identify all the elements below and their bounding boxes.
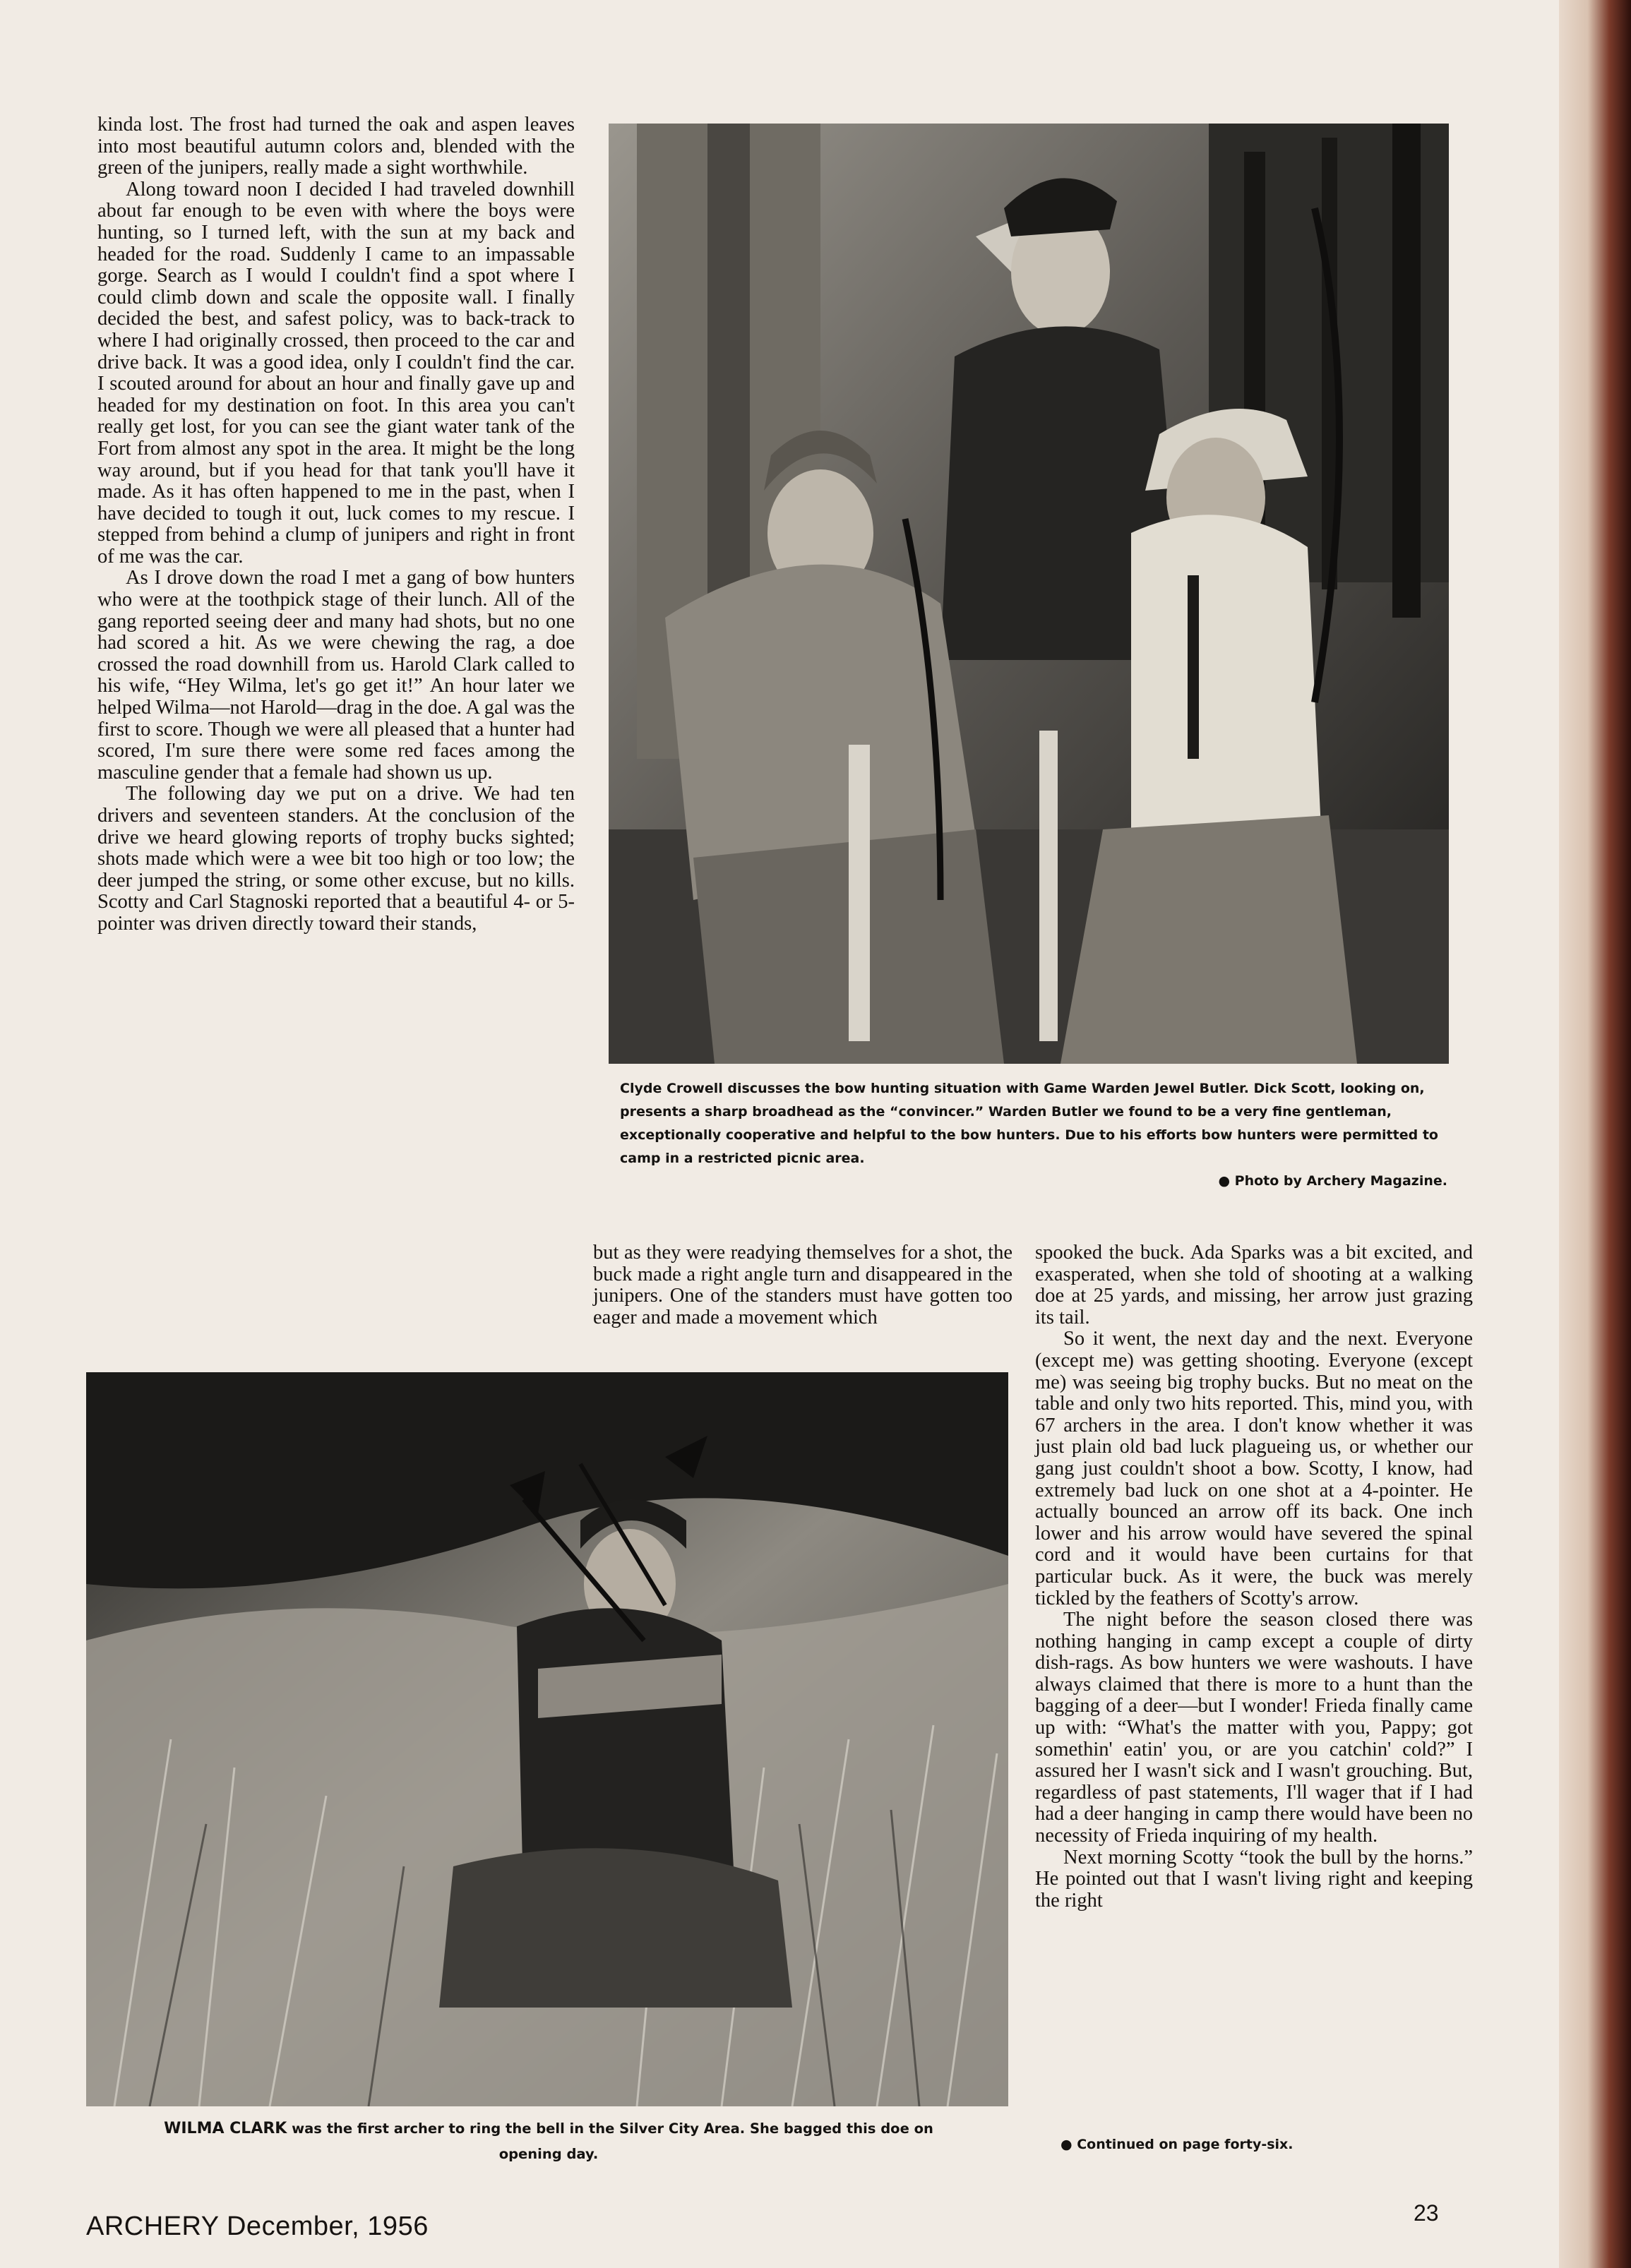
- facing-page-edge: [1559, 0, 1631, 2268]
- paragraph: So it went, the next day and the next. Everyone (except me) was getting shooting. Everyone (except me) was seeing big trophy bucks. But no meat on the table and only two hits reported. This, mind you, with 67 archers in the area. I don't know whether it was just plain old bad luck plagueing us, or whether our gang just couldn't shoot a bow. Scotty, I know, had extremely bad luck on one shot at a 4-pointer. He actually bounced an arrow off its back. One inch lower and his arrow would have severed the spinal cord and it would have been curtains for that particular buck. As it were, the buck was merely tickled by the feathers of Scotty's arrow.: [1035, 1328, 1473, 1609]
- photo-credit: ● Photo by Archery Magazine.: [1218, 1173, 1447, 1189]
- article-column-middle: [593, 1242, 1012, 1328]
- paragraph: spooked the buck. Ada Sparks was a bit excited, and exasperated, when she told of shooting at a walking doe at 25 yards, and missing, her arrow just grazing its tail.: [1035, 1242, 1473, 1328]
- page-number: 23: [1414, 2200, 1439, 2226]
- paragraph: The night before the season closed there was nothing hanging in camp except a couple of dirty dish-rags. As bow hunters we were washouts. I have always claimed that there is more to a hunt than the bagging of a deer—but I wonder! Frieda finally came up with: “What's the matter with you, Pappy; got somethin' eatin' you, or are you catchin' cold?” I assured her I wasn't sick and I wasn't grouching. But, regardless of past statements, I'll wager that if I had had a deer hanging in camp there would have been no necessity of Frieda inquiring of my health.: [1035, 1609, 1473, 1847]
- article-column-right: [1035, 1242, 1473, 1912]
- caption-name: WILMA CLARK: [164, 2120, 287, 2137]
- photo-three-men-illustration: [609, 124, 1449, 1064]
- paragraph: but as they were readying themselves for a shot, the buck made a right angle turn and disappeared in the junipers. One of the standers must have gotten too eager and made a movement which: [593, 1242, 1012, 1328]
- photo-archer-in-grass-illustration: [86, 1372, 1008, 2106]
- continued-note: ● Continued on page forty-six.: [1061, 2137, 1294, 2152]
- caption-text: was the first archer to ring the bell in the Silver City Area. She bagged this doe on opening day.: [287, 2120, 933, 2162]
- paragraph: The following day we put on a drive. We had ten drivers and seventeen standers. At the conclusion of the drive we heard glowing reports of trophy bucks sighted; shots made which were a wee bit too high or too low; the deer jumped the string, or some other excuse, but no kills. Scotty and Carl Stagnoski reported that a beautiful 4- or 5-pointer was driven directly toward their stands,: [97, 783, 575, 935]
- article-column-left: [97, 114, 575, 935]
- photo-caption-bottom: [164, 2116, 933, 2167]
- paragraph: As I drove down the road I met a gang of bow hunters who were at the toothpick stage of their lunch. All of the gang reported seeing deer and many had shots, but no one had scored a hit. As we were chewing the rag, a doe crossed the road downhill from us. Harold Clark called to his wife, “Hey Wilma, let's go get it!” An hour later we helped Wilma—not Harold—drag in the doe. A gal was the first to score. Though we were all pleased that a hunter had scored, I'm sure there were some red faces among the masculine gender that a female had shown us up.: [97, 567, 575, 784]
- photo-wilma-clark-archer: [86, 1372, 1008, 2106]
- paragraph: kinda lost. The frost had turned the oak and aspen leaves into most beautiful autumn colors and, blended with the green of the junipers, really made a sight worthwhile.: [97, 114, 575, 179]
- paragraph: Next morning Scotty “took the bull by the horns.” He pointed out that I wasn't living right and keeping the right: [1035, 1846, 1473, 1912]
- magazine-footer: ARCHERY December, 1956: [86, 2212, 429, 2241]
- paragraph: Along toward noon I decided I had traveled downhill about far enough to be even with where the boys were hunting, so I turned left, with the sun at my back and headed for the road. Suddenly I came to an impassable gorge. Search as I would I couldn't find a spot where I could climb down and scale the opposite wall. I finally decided the best, and safest policy, was to back-track to where I had originally crossed, then proceed to the car and drive back. It was a good idea, only I couldn't find the car. I scouted around for about an hour and finally gave up and headed for my destination on foot. In this area you can't really get lost, for you can see the giant water tank of the Fort from almost any spot in the area. It might be the long way around, but if you head for that tank you'll have it made. As it has often happened to me in the past, when I have decided to tough it out, luck comes to my rescue. I stepped from behind a clump of junipers and right in front of me was the car.: [97, 178, 575, 568]
- photo-caption-top: Clyde Crowell discusses the bow hunting situation with Game Warden Jewel Butler. Dick Scott, looking on, presents a sharp broadhead as the “convincer.” Warden Butler we found to be a very fine gentleman, exceptionally cooperative and helpful to the bow hunters. Due to his efforts bow hunters were permitted to camp in a restricted picnic area.: [620, 1081, 1438, 1166]
- photo-three-men-with-bows: [609, 124, 1449, 1064]
